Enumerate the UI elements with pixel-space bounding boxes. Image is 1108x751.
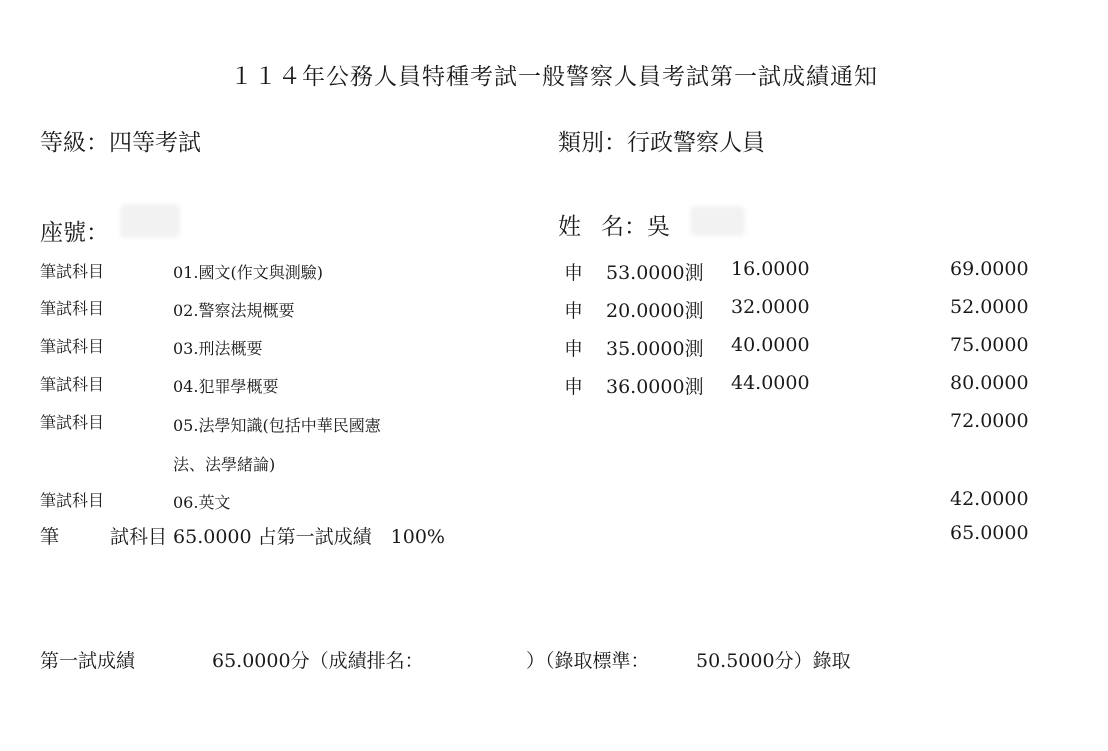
row-label: 筆試科目 xyxy=(40,337,105,356)
category-line xyxy=(558,124,765,157)
test-score: 40.0000 xyxy=(731,334,810,356)
test-score: 44.0000 xyxy=(731,372,810,394)
name-line xyxy=(558,208,670,241)
category-value: 行政警察人員 xyxy=(627,130,765,156)
subject-name-continued: 法、法學緒論) xyxy=(173,455,276,474)
row-label: 筆試科目 xyxy=(40,491,105,510)
category-label: 類別： xyxy=(558,130,627,156)
level-value: 四等考試 xyxy=(109,130,201,156)
essay-score: 53.0000測 xyxy=(606,262,704,284)
redacted-seat-number xyxy=(120,204,180,238)
level-label: 等級： xyxy=(40,130,109,156)
row-label: 筆試科目 xyxy=(40,262,105,281)
row-label: 筆試科目 xyxy=(40,413,105,432)
subject-name: 01.國文(作文與測驗) xyxy=(173,263,323,282)
shen-mark: 申 xyxy=(564,376,584,398)
subject-name: 03.刑法概要 xyxy=(173,339,263,358)
redacted-name xyxy=(690,206,745,236)
subject-name: 02.警察法規概要 xyxy=(173,301,295,320)
page-title: １１４年公務人員特種考試一般警察人員考試第一試成績通知 xyxy=(230,64,878,90)
name-label-2: 名： xyxy=(601,214,647,240)
subject-total: 72.0000 xyxy=(950,410,1029,432)
shen-mark: 申 xyxy=(564,338,584,360)
summary-total: 65.0000 xyxy=(950,522,1029,544)
subject-name: 04.犯罪學概要 xyxy=(173,377,279,396)
shen-mark: 申 xyxy=(564,262,584,284)
summary-bi: 筆 xyxy=(40,526,60,548)
admission-standard-label: ）（錄取標準： xyxy=(526,650,650,672)
test-score: 16.0000 xyxy=(731,258,810,280)
first-exam-score: 65.0000分（成績排名： xyxy=(212,650,424,672)
subject-name: 06.英文 xyxy=(173,493,231,512)
row-label: 筆試科目 xyxy=(40,375,105,394)
subject-total: 52.0000 xyxy=(950,296,1029,318)
admission-standard-value: 50.5000分）錄取 xyxy=(696,650,851,672)
row-label: 筆試科目 xyxy=(40,299,105,318)
essay-score: 36.0000測 xyxy=(606,376,704,398)
subject-total: 69.0000 xyxy=(950,258,1029,280)
shen-mark: 申 xyxy=(564,300,584,322)
subject-name: 05.法學知識(包括中華民國憲 xyxy=(173,416,381,435)
essay-score: 35.0000測 xyxy=(606,338,704,360)
level-line xyxy=(40,124,201,157)
first-exam-label: 第一試成績 xyxy=(40,650,136,672)
subject-total: 42.0000 xyxy=(950,488,1029,510)
summary-text: 試科目 65.0000 占第一試成績 100% xyxy=(110,526,445,548)
essay-score: 20.0000測 xyxy=(606,300,704,322)
subject-total: 80.0000 xyxy=(950,372,1029,394)
test-score: 32.0000 xyxy=(731,296,810,318)
name-value: 吳 xyxy=(647,214,670,240)
subject-total: 75.0000 xyxy=(950,334,1029,356)
seat-label: 座號： xyxy=(40,220,109,246)
name-label-1: 姓 xyxy=(558,214,581,240)
